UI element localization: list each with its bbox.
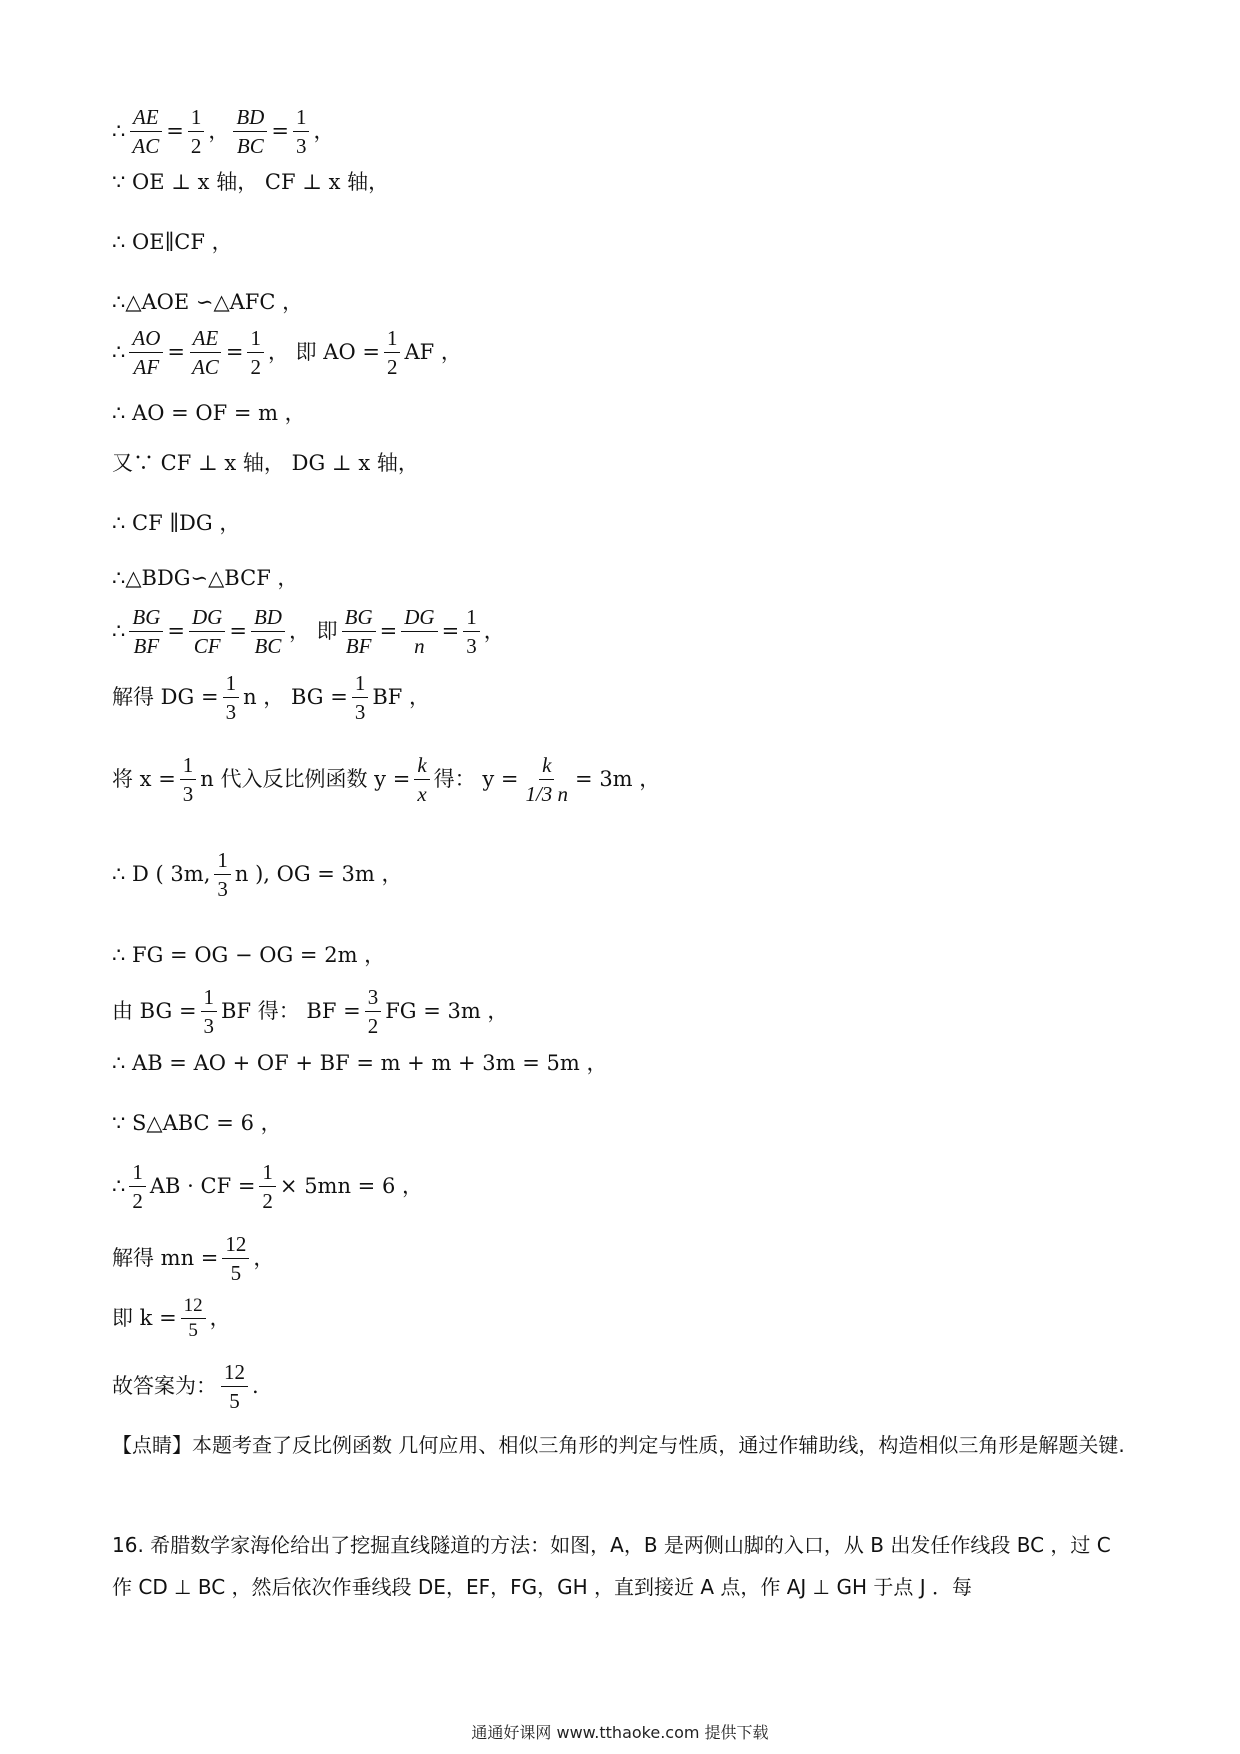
- line-substitute: 将 x = $\frac{1}{3}$ n 代入反比例函数 y = $\frac{k}{x}$ 得： y = $\frac{k}{1/3 n}$ = 3m ，: [112, 752, 661, 806]
- fraction: $\frac{1}{2}$: [384, 324, 401, 381]
- fraction: $\frac{k}{x}$: [414, 751, 429, 808]
- fraction: $\frac{1}{2}$: [129, 1158, 146, 1215]
- fraction: $\frac{1}{2}$: [247, 324, 264, 381]
- line-similar-2: ∴△BDG∽△BCF ，: [112, 566, 299, 590]
- line-k: 即 k = $\frac{12}{5}$ ，: [112, 1294, 231, 1341]
- line-parallel: ∴ OE∥CF ，: [112, 230, 233, 254]
- line-perpendicular-2: 又∵ CF ⊥ x 轴， DG ⊥ x 轴，: [112, 451, 419, 475]
- line-similar: ∴△AOE ∽△AFC ，: [112, 290, 304, 314]
- commentary-paragraph: 【点睛】本题考查了反比例函数 几何应用、相似三角形的判定与性质，通过作辅助线，构造相似三角形是解题关键.: [112, 1433, 1125, 1457]
- fraction: $\frac{BG}{BF}$: [342, 603, 376, 660]
- fraction: $\frac{1}{3}$: [463, 603, 480, 660]
- footer-text: 通通好课网 www.tthaoke.com 提供下载: [471, 1723, 769, 1742]
- line-mn: 解得 mn = $\frac{12}{5}$ ，: [112, 1231, 275, 1285]
- therefore-sign: ∴: [112, 119, 126, 143]
- line-area-eq: ∴ $\frac{1}{2}$ AB · CF = $\frac{1}{2}$ × 5mn = 6 ，: [112, 1159, 423, 1213]
- line-answer: 故答案为： $\frac{12}{5}$ .: [112, 1359, 259, 1413]
- line-area: ∵ S△ABC = 6 ，: [112, 1111, 282, 1135]
- fraction: $\frac{AE}{AC}$: [129, 103, 162, 160]
- therefore-sign: ∴: [112, 340, 126, 364]
- fraction: $\frac{1}{3}$: [201, 983, 218, 1040]
- line-ratio-ao: ∴ $\frac{AO}{AF}$ = $\frac{AE}{AC}$ = $\frac{1}{2}$ ， 即 AO = $\frac{1}{2}$ AF ，: [112, 325, 462, 379]
- fraction: $\frac{1}{2}$: [259, 1158, 276, 1215]
- fraction: $\frac{12}{5}$: [222, 1230, 249, 1287]
- fraction: $\frac{BD}{BC}$: [251, 603, 285, 660]
- fraction: $\frac{BG}{BF}$: [129, 603, 163, 660]
- fraction: $\frac{1}{2}$: [188, 103, 205, 160]
- line-ratio-bg: ∴ $\frac{BG}{BF}$ = $\frac{DG}{CF}$ = $\frac{BD}{BC}$ ， 即 $\frac{BG}{BF}$ = $\frac{DG}{n}$ = $\frac{1}{3}$ ，: [112, 604, 505, 658]
- line-point-d: ∴ D ( 3m, $\frac{1}{3}$ n ), OG = 3m ，: [112, 847, 403, 901]
- line-ao-of: ∴ AO = OF = m ，: [112, 401, 306, 425]
- therefore-sign: ∴: [112, 619, 126, 643]
- line-bf: 由 BG = $\frac{1}{3}$ BF 得： BF = $\frac{3}{2}$ FG = 3m ，: [112, 984, 509, 1038]
- fraction: $\frac{BD}{BC}$: [233, 103, 267, 160]
- fraction: $\frac{1}{3}$: [293, 103, 310, 160]
- fraction: $\frac{DG}{n}$: [401, 603, 437, 660]
- fraction: $\frac{3}{2}$: [365, 983, 382, 1040]
- line-solve-dg: 解得 DG = $\frac{1}{3}$ n ， BG = $\frac{1}{3}$ BF ，: [112, 670, 430, 724]
- fraction: $\frac{1}{3}$: [180, 751, 197, 808]
- fraction: $\frac{AE}{AC}$: [189, 324, 222, 381]
- fraction: $\frac{AO}{AF}$: [129, 324, 163, 381]
- line-ab: ∴ AB = AO + OF + BF = m + m + 3m = 5m ，: [112, 1051, 608, 1075]
- line-parallel-2: ∴ CF ∥DG ，: [112, 511, 241, 535]
- line-perpendicular: ∵ OE ⊥ x 轴， CF ⊥ x 轴，: [112, 170, 390, 194]
- fraction: $\frac{1}{3}$: [352, 669, 369, 726]
- fraction: $\frac{DG}{CF}$: [189, 603, 225, 660]
- fraction: $\frac{1}{3}$: [223, 669, 240, 726]
- line-ratio-ae-bd: ∴ $\frac{AE}{AC}$ = $\frac{1}{2}$ ， $\frac{BD}{BC}$ = $\frac{1}{3}$ ，: [112, 104, 335, 158]
- line-fg: ∴ FG = OG − OG = 2m ，: [112, 943, 386, 967]
- fraction: $\frac{12}{5}$: [181, 1294, 206, 1343]
- fraction: $\frac{k}{1/3 n}$: [525, 752, 569, 806]
- fraction: $\frac{1}{3}$: [214, 846, 231, 903]
- fraction: $\frac{12}{5}$: [221, 1358, 248, 1415]
- question-16-paragraph: 16. 希腊数学家海伦给出了挖掘直线隧道的方法：如图，A，B 是两侧山脚的入口，从 B 出发任作线段 BC ，过 C 作 CD ⊥ BC ，然后依次作垂线段 DE，EF，FG，GH ，直到接近 A 点，作 AJ ⊥ GH 于点 J ．每: [112, 1533, 1111, 1599]
